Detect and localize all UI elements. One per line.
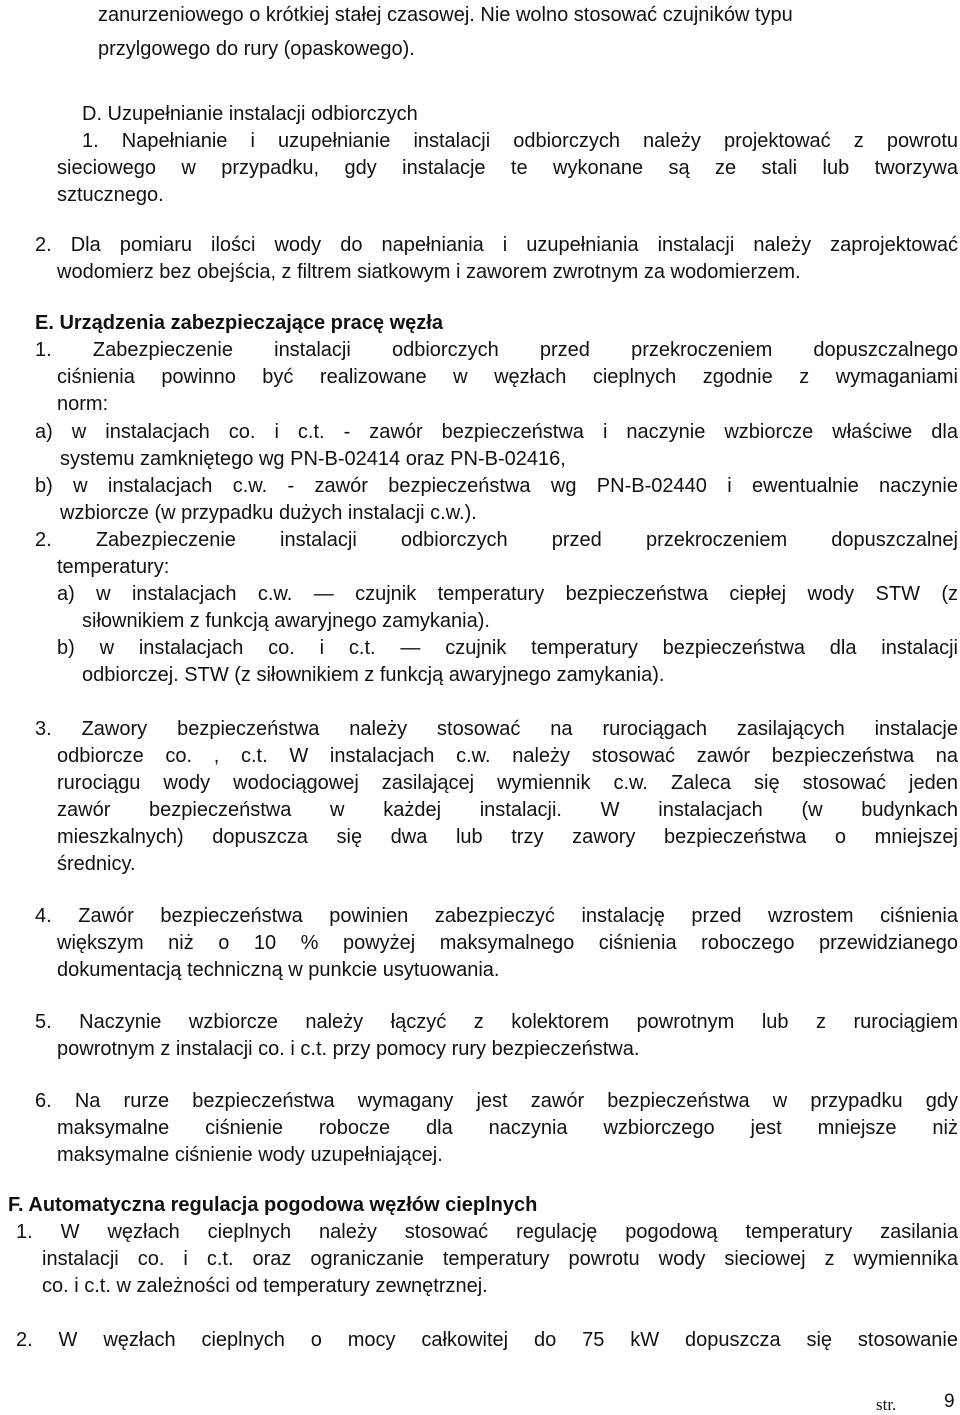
- text-line: a) w instalacjach c.w. — czujnik temperatury bezpieczeństwa ciepłej wody STW (z: [57, 583, 958, 605]
- text-line: b) w instalacjach c.w. - zawór bezpieczeństwa wg PN-B-02440 i ewentualnie naczynie: [35, 475, 958, 497]
- text-line: instalacji co. i c.t. oraz ograniczanie temperatury powrotu wody sieciowej z wymiennika: [42, 1248, 958, 1270]
- text-line: maksymalne ciśnienie robocze dla naczynia wzbiorczego jest mniejsze niż: [57, 1117, 958, 1139]
- text-line: sieciowego w przypadku, gdy instalacje te wykonane są ze stali lub tworzywa: [57, 157, 958, 179]
- text-line: a) w instalacjach co. i c.t. - zawór bezpieczeństwa i naczynie wzbiorcze właściwe dla: [35, 421, 958, 443]
- text-line: średnicy.: [57, 853, 136, 875]
- section-heading-f: F. Automatyczna regulacja pogodowa węzłów cieplnych: [8, 1194, 538, 1216]
- text-line: 1. Napełnianie i uzupełnianie instalacji odbiorczych należy projektować z powrotu: [82, 130, 958, 152]
- text-line: zawór bezpieczeństwa w każdej instalacji. W instalacjach (w budynkach: [57, 799, 958, 821]
- text-line: co. i c.t. w zależności od temperatury zewnętrznej.: [42, 1275, 488, 1297]
- page-number: 9: [944, 1391, 955, 1412]
- text-line: 1. Zabezpieczenie instalacji odbiorczych przed przekroczeniem dopuszczalnego: [35, 339, 958, 361]
- text-line: siłownikiem z funkcją awaryjnego zamykania).: [82, 610, 490, 632]
- text-line: sztucznego.: [57, 184, 164, 206]
- text-line: maksymalne ciśnienie wody uzupełniającej.: [57, 1144, 443, 1166]
- text-line: 2. W węzłach cieplnych o mocy całkowitej do 75 kW dopuszcza się stosowanie: [16, 1329, 958, 1351]
- text-line: 2. Dla pomiaru ilości wody do napełniania i uzupełniania instalacji należy zaprojektować: [35, 234, 958, 256]
- text-line: dokumentacją techniczną w punkcie usytuowania.: [57, 959, 500, 981]
- text-line: odbiorcze co. , c.t. W instalacjach c.w. należy stosować zawór bezpieczeństwa na: [57, 745, 958, 767]
- text-line: systemu zamkniętego wg PN-B-02414 oraz PN-B-02416,: [60, 448, 566, 470]
- text-line: większym niż o 10 % powyżej maksymalnego ciśnienia roboczego przewidzianego: [57, 932, 958, 954]
- page-number-label: str.: [876, 1395, 897, 1414]
- text-line: mieszkalnych) dopuszcza się dwa lub trzy zawory bezpieczeństwa o mniejszej: [57, 826, 958, 848]
- section-heading-e: E. Urządzenia zabezpieczające pracę węzła: [35, 312, 443, 334]
- text-line: 5. Naczynie wzbiorcze należy łączyć z kolektorem powrotnym lub z rurociągiem: [35, 1011, 958, 1033]
- text-line: odbiorczej. STW (z siłownikiem z funkcją awaryjnego zamykania).: [82, 664, 665, 686]
- text-line: norm:: [57, 393, 109, 415]
- text-line: powrotnym z instalacji co. i c.t. przy pomocy rury bezpieczeństwa.: [57, 1038, 640, 1060]
- text-line: 1. W węzłach cieplnych należy stosować regulację pogodową temperatury zasilania: [16, 1221, 958, 1243]
- text-line: ciśnienia powinno być realizowane w węzłach cieplnych zgodnie z wymaganiami: [57, 366, 958, 388]
- text-line: b) w instalacjach co. i c.t. — czujnik temperatury bezpieczeństwa dla instalacji: [57, 637, 958, 659]
- text-line: 6. Na rurze bezpieczeństwa wymagany jest zawór bezpieczeństwa w przypadku gdy: [35, 1090, 958, 1112]
- text-line: 4. Zawór bezpieczeństwa powinien zabezpieczyć instalację przed wzrostem ciśnienia: [35, 905, 958, 927]
- text-line: rurociągu wody wodociągowej zasilającej wymiennik c.w. Zaleca się stosować jeden: [57, 772, 958, 794]
- text-line: zanurzeniowego o krótkiej stałej czasowej. Nie wolno stosować czujników typu: [98, 4, 793, 26]
- text-line: 3. Zawory bezpieczeństwa należy stosować na rurociągach zasilających instalacje: [35, 718, 958, 740]
- text-line: wodomierz bez obejścia, z filtrem siatkowym i zaworem zwrotnym za wodomierzem.: [57, 261, 801, 283]
- text-line: 2. Zabezpieczenie instalacji odbiorczych przed przekroczeniem dopuszczalnej: [35, 529, 958, 551]
- text-line: temperatury:: [57, 556, 170, 578]
- text-line: wzbiorcze (w przypadku dużych instalacji c.w.).: [60, 502, 477, 524]
- section-heading-d: D. Uzupełnianie instalacji odbiorczych: [82, 103, 418, 125]
- text-line: przylgowego do rury (opaskowego).: [98, 38, 415, 60]
